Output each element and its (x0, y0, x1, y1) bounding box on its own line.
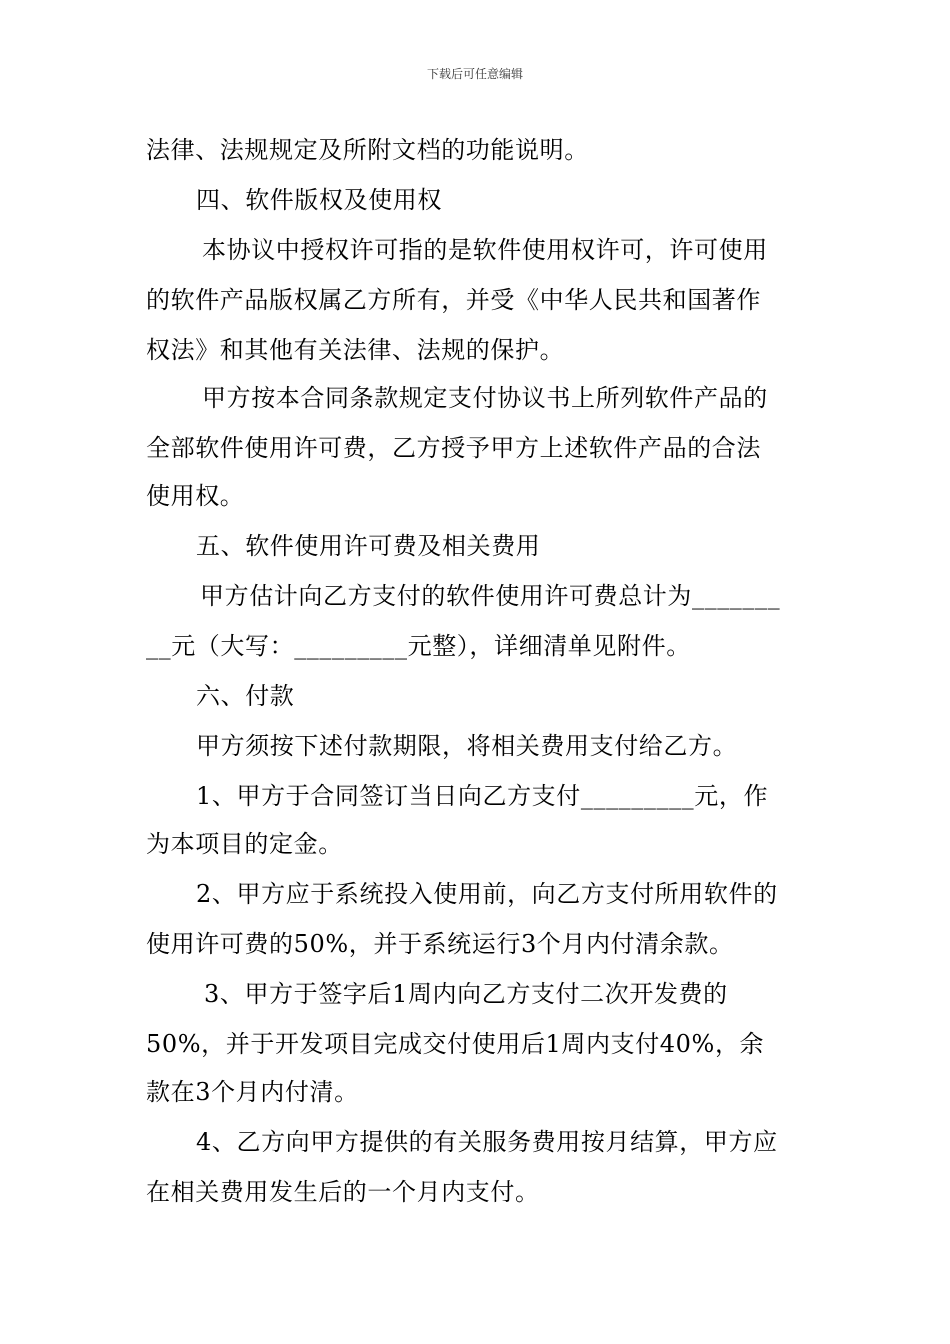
body-line: 2、甲方应于系统投入使用前，向乙方支付所用软件的 (196, 880, 778, 908)
page-header: 下载后可任意编辑 (426, 67, 523, 81)
section-heading: 五、软件使用许可费及相关费用 (196, 532, 541, 560)
body-line: 款在3个月内付清。 (146, 1078, 359, 1106)
body-line: 法律、法规规定及所附文档的功能说明。 (146, 136, 589, 164)
body-line: 4、乙方向甲方提供的有关服务费用按月结算，甲方应 (196, 1128, 778, 1156)
body-line: 3、甲方于签字后1周内向乙方支付二次开发费的 (204, 980, 728, 1008)
body-line: 为本项目的定金。 (146, 830, 343, 858)
body-line: 的软件产品版权属乙方所有，并受《中华人民共和国著作 (146, 286, 761, 314)
body-line: 全部软件使用许可费，乙方授予甲方上述软件产品的合法 (146, 434, 761, 462)
body-line: __元（大写：_________元整），详细清单见附件。 (146, 632, 691, 660)
body-line: 1、甲方于合同签订当日向乙方支付_________元，作 (196, 782, 769, 810)
body-line: 甲方按本合同条款规定支付协议书上所列软件产品的 (202, 384, 768, 412)
body-line: 权法》和其他有关法律、法规的保护。 (146, 336, 565, 364)
body-line: 甲方估计向乙方支付的软件使用许可费总计为_______ (200, 582, 781, 610)
section-heading: 四、软件版权及使用权 (196, 186, 442, 214)
body-line: 本协议中授权许可指的是软件使用权许可，许可使用 (202, 236, 768, 264)
body-line: 使用权。 (146, 482, 245, 510)
body-line: 在相关费用发生后的一个月内支付。 (146, 1178, 540, 1206)
body-line: 甲方须按下述付款期限，将相关费用支付给乙方。 (196, 732, 738, 760)
body-line: 50%，并于开发项目完成交付使用后1周内支付40%，余 (146, 1030, 765, 1058)
section-heading: 六、付款 (196, 682, 295, 710)
body-line: 使用许可费的50%，并于系统运行3个月内付清余款。 (146, 930, 734, 958)
